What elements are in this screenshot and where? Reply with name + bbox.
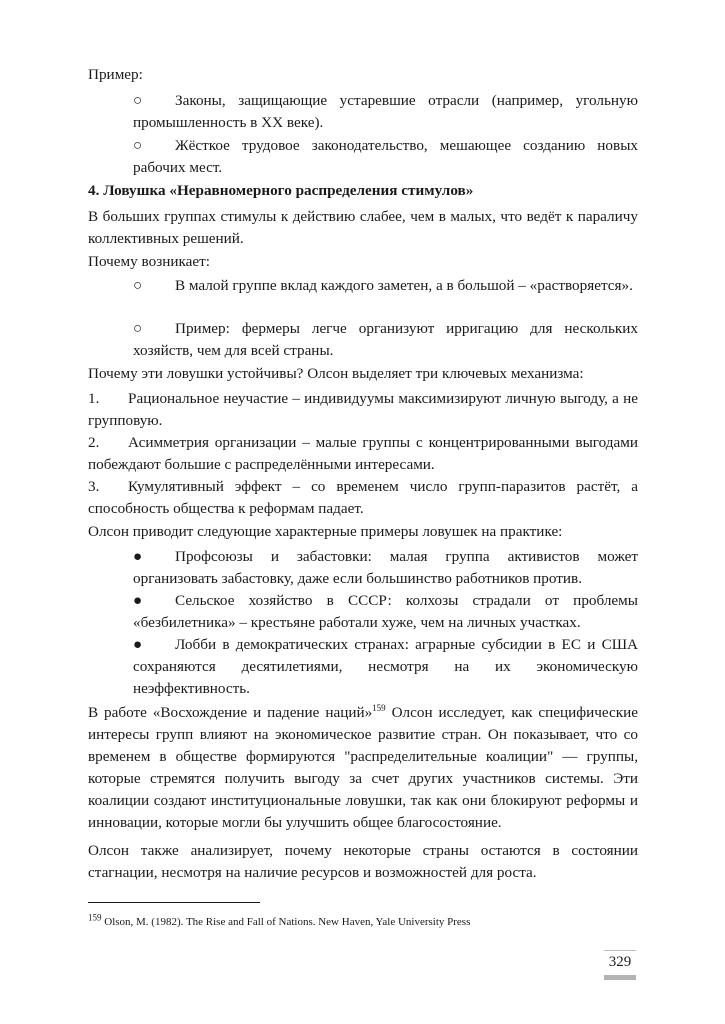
olson-examples-paragraph: Олсон приводит следующие характерные примеры ловушек на практике: (88, 523, 563, 540)
list-item (133, 318, 638, 362)
why-stable-paragraph: Почему эти ловушки устойчивы? Олсон выделяет три ключевых механизма: (88, 365, 584, 382)
list-item (133, 135, 638, 179)
numbered-item-text: Асимметрия организации – малые группы с концентрированными выгодами побеждают большие с распределёнными интересами. (88, 434, 638, 473)
item-number: 2. (88, 434, 100, 451)
list-item (133, 90, 638, 134)
page-number-divider (604, 950, 636, 951)
numbered-item-text: Рациональное неучастие – индивидуумы максимизируют личную выгоду, а не групповую. (88, 390, 638, 429)
hollow-bullet-icon: ○ (133, 137, 143, 154)
numbered-item-text: Кумулятивный эффект – со временем число групп-паразитов растёт, а способность общества к реформам падает. (88, 478, 638, 517)
footnote-divider (88, 902, 260, 903)
list-item (133, 546, 638, 590)
list-item-text: Профсоюзы и забастовки: малая группа активистов может организовать забастовку, даже если большинство работников против. (133, 548, 638, 587)
list-item (133, 634, 638, 700)
filled-bullet-icon: ● (133, 636, 143, 653)
list-item (133, 275, 638, 297)
list-item-text: В малой группе вклад каждого заметен, а в большой – «растворяется». (175, 277, 633, 294)
list-item (133, 590, 638, 634)
hollow-bullet-icon: ○ (133, 277, 143, 294)
numbered-item (88, 388, 638, 432)
numbered-item (88, 432, 638, 476)
intro-paragraph: В больших группах стимулы к действию слабее, чем в малых, что ведёт к параличу коллективных решений. (88, 208, 638, 247)
why-arises-label: Почему возникает: (88, 253, 210, 270)
filled-bullet-icon: ● (133, 592, 143, 609)
example-label: Пример: (88, 66, 143, 83)
numbered-item (88, 476, 638, 520)
page-number-bar (604, 975, 636, 980)
list-item-text: Законы, защищающие устаревшие отрасли (например, угольную промышленность в XX веке). (133, 92, 638, 131)
footnote-reference[interactable]: 159 (372, 702, 386, 713)
list-item-text: Лобби в демократических странах: аграрные субсидии в ЕС и США сохраняются десятилетиями, несмотря на их экономическую неэффективность. (133, 636, 638, 697)
stagnation-paragraph: Олсон также анализирует, почему некоторые страны остаются в состоянии стагнации, несмотря на наличие ресурсов и возможностей для роста. (88, 842, 638, 881)
list-item-text: Сельское хозяйство в СССР: колхозы страдали от проблемы «безбилетника» – крестьяне работали хуже, чем на личных участках. (133, 592, 638, 631)
hollow-bullet-icon: ○ (133, 320, 143, 337)
section-heading: 4. Ловушка «Неравномерного распределения стимулов» (88, 182, 474, 199)
footnote-number: 159 (88, 912, 102, 923)
footnote (88, 912, 648, 929)
item-number: 3. (88, 478, 100, 495)
page-number: 329 (608, 954, 632, 970)
rise-decline-paragraph: В работе «Восхождение и падение наций»$^{159}$ Олсон исследует, как специфические интересы групп влияют на экономическое развитие стран. Он показывает, что со временем в обществе формируются "распределительные коалиции" — группы, которые стремятся получить выгоду за счет других участников системы. Эти коалиции создают институциональные ловушки, так как они блокируют реформы и инновации, которые могли бы улучшить общее благосостояние. (88, 702, 638, 831)
item-number: 1. (88, 390, 100, 407)
list-item-text: Жёсткое трудовое законодательство, мешающее созданию новых рабочих мест. (133, 137, 638, 176)
filled-bullet-icon: ● (133, 548, 143, 565)
footnote-text: Olson, M. (1982). The Rise and Fall of Nations. New Haven, Yale University Press (101, 916, 471, 928)
list-item-text: Пример: фермеры легче организуют ирригацию для нескольких хозяйств, чем для всей страны. (133, 320, 638, 359)
hollow-bullet-icon: ○ (133, 92, 143, 109)
